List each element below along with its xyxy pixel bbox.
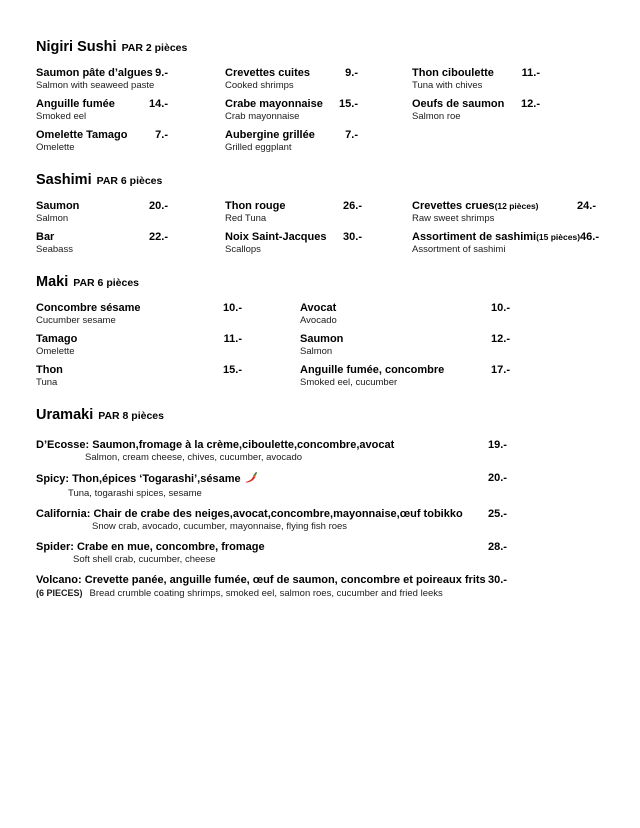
menu-item — [36, 333, 300, 358]
item-translation: Tuna — [36, 377, 58, 388]
item-name: Avocat — [300, 302, 337, 314]
item-price: 25.- — [488, 508, 507, 520]
menu-item — [300, 302, 604, 327]
menu-item — [225, 231, 412, 256]
item-price: 11.- — [223, 333, 242, 345]
item-price: 9.- — [155, 67, 168, 79]
item-translation: Salmon roe — [412, 111, 461, 122]
portion-label: PAR 6 pièces — [96, 175, 163, 187]
section-maki — [36, 273, 604, 395]
menu-item — [300, 364, 604, 389]
item-price: 15.- — [339, 98, 358, 110]
item-name: Volcano: Crevette panée, anguille fumée, œuf de saumon, concombre et poireaux frits — [36, 574, 486, 586]
item-piece-note: (6 PIECES) — [36, 588, 83, 598]
item-translation: Seabass — [36, 244, 73, 255]
item-name: Tamago — [36, 333, 78, 345]
section-title-text: Maki — [36, 274, 69, 290]
item-price: 20.- — [488, 472, 507, 484]
item-name: Crevettes crues — [412, 200, 495, 212]
item-name: D’Ecosse: Saumon,fromage à la crème,ciboulette,concombre,avocat — [36, 439, 395, 451]
menu-item — [225, 67, 412, 92]
item-name: Noix Saint-Jacques — [225, 231, 327, 243]
item-name: Saumon — [36, 200, 80, 212]
item-name: Aubergine grillée — [225, 129, 315, 141]
item-translation: Cucumber sesame — [36, 315, 116, 326]
item-price: 11.- — [521, 67, 540, 79]
sashimi-grid — [36, 200, 604, 262]
item-price: 30.- — [343, 231, 362, 243]
menu-item — [225, 200, 412, 225]
item-price: 7.- — [155, 129, 168, 141]
menu-item — [225, 129, 412, 154]
section-sashimi — [36, 171, 604, 262]
item-name: Thon ciboulette — [412, 67, 494, 79]
menu-item — [36, 231, 225, 256]
section-title-text: Sashimi — [36, 172, 92, 188]
menu-item — [36, 129, 225, 154]
sashimi-column-2 — [225, 200, 412, 262]
item-price: 12.- — [491, 333, 510, 345]
menu-item — [300, 333, 604, 358]
section-title-text: Nigiri Sushi — [36, 39, 117, 55]
item-translation: Smoked eel, cucumber — [300, 377, 398, 388]
item-translation: Avocado — [300, 315, 337, 326]
item-translation-line — [36, 587, 604, 600]
item-name: Saumon pâte d’algues — [36, 67, 153, 79]
item-price: 28.- — [488, 541, 507, 553]
menu-item — [36, 302, 300, 327]
maki-grid — [36, 302, 604, 395]
item-price: 30.- — [488, 574, 507, 586]
item-name: Thon — [36, 364, 63, 376]
item-name: Concombre sésame — [36, 302, 141, 314]
item-price: 7.- — [345, 129, 358, 141]
item-piece-note: (12 pièces) — [494, 201, 539, 211]
portion-label: PAR 2 pièces — [121, 42, 188, 54]
menu-item — [36, 200, 225, 225]
item-translation: Tuna, togarashi spices, sesame — [68, 488, 202, 499]
menu-item — [412, 98, 604, 123]
item-price: 14.- — [149, 98, 168, 110]
menu-item — [36, 364, 300, 389]
section-title-maki — [36, 273, 604, 292]
item-translation: Salmon, cream cheese, chives, cucumber, avocado — [85, 452, 303, 463]
item-name: Assortiment de sashimi — [412, 231, 537, 243]
section-title-uramaki — [36, 406, 604, 425]
portion-label: PAR 8 pièces — [98, 410, 164, 422]
menu-item — [225, 98, 412, 123]
item-price: 22.- — [149, 231, 168, 243]
maki-column-1 — [36, 302, 300, 395]
item-name: California: Chair de crabe des neiges,avocat,concombre,mayonnaise,œuf tobikko — [36, 508, 463, 520]
item-price: 46.- — [580, 231, 600, 243]
item-name: Anguille fumée, concombre — [300, 364, 445, 376]
item-price: 26.- — [343, 200, 362, 212]
item-price: 9.- — [345, 67, 358, 79]
item-translation: Crab mayonnaise — [225, 111, 300, 122]
item-name: Crevettes cuites — [225, 67, 310, 79]
menu-item — [412, 231, 604, 256]
item-name: Saumon — [300, 333, 344, 345]
item-translation: Salmon — [300, 346, 333, 357]
item-translation: Omelette — [36, 142, 75, 153]
item-price: 12.- — [521, 98, 540, 110]
item-translation: Bread crumble coating shrimps, smoked eel, salmon roes, cucumber and fried leeks — [89, 588, 443, 599]
sashimi-column-1 — [36, 200, 225, 262]
menu-item — [36, 540, 604, 566]
item-price: 17.- — [491, 364, 510, 376]
item-name: Crabe mayonnaise — [225, 98, 323, 110]
item-price: 10.- — [223, 302, 242, 314]
item-price: 19.- — [488, 439, 507, 451]
section-title-nigiri — [36, 38, 604, 57]
menu-item — [36, 98, 225, 123]
item-price: 24.- — [577, 200, 596, 212]
item-translation: Red Tuna — [225, 213, 267, 224]
item-name: Bar — [36, 231, 55, 243]
item-translation: Salmon — [36, 213, 69, 224]
menu-item — [412, 200, 604, 225]
item-price: 10.- — [491, 302, 510, 314]
nigiri-grid — [36, 67, 604, 160]
item-name: Omelette Tamago — [36, 129, 128, 141]
item-name: Spider: Crabe en mue, concombre, fromage — [36, 541, 265, 553]
item-price: 20.- — [149, 200, 168, 212]
item-name: Spicy: Thon,épices ‘Togarashi’,sésame — [36, 473, 241, 485]
nigiri-column-2 — [225, 67, 412, 160]
menu-item — [36, 438, 604, 464]
menu-item — [36, 471, 604, 500]
item-piece-note: (15 pièces) — [536, 232, 581, 242]
item-translation: Smoked eel — [36, 111, 87, 122]
nigiri-column-1 — [36, 67, 225, 160]
item-translation: Grilled eggplant — [225, 142, 292, 153]
item-price: 15.- — [223, 364, 242, 376]
menu-item — [412, 67, 604, 92]
menu-item — [36, 573, 604, 600]
section-title-sashimi — [36, 171, 604, 190]
item-translation: Cooked shrimps — [225, 80, 294, 91]
item-translation: Assortment of sashimi — [412, 244, 506, 255]
menu-item — [36, 67, 225, 92]
maki-column-2 — [300, 302, 604, 395]
item-translation: Salmon with seaweed paste — [36, 80, 155, 91]
item-translation: Snow crab, avocado, cucumber, mayonnaise, flying fish roes — [92, 521, 348, 532]
section-uramaki — [36, 406, 604, 600]
item-name: Anguille fumée — [36, 98, 115, 110]
item-name: Thon rouge — [225, 200, 286, 212]
item-translation: Soft shell crab, cucumber, cheese — [73, 554, 216, 565]
nigiri-column-3 — [412, 67, 604, 160]
chili-pepper-icon — [244, 471, 258, 488]
item-name: Oeufs de saumon — [412, 98, 505, 110]
section-title-text: Uramaki — [36, 407, 94, 423]
section-nigiri-sushi — [36, 38, 604, 160]
item-translation: Tuna with chives — [412, 80, 483, 91]
sashimi-column-3 — [412, 200, 604, 262]
item-translation: Omelette — [36, 346, 75, 357]
item-translation: Scallops — [225, 244, 261, 255]
item-translation: Raw sweet shrimps — [412, 213, 495, 224]
portion-label: PAR 6 pièces — [73, 277, 140, 289]
menu-item — [36, 507, 604, 533]
